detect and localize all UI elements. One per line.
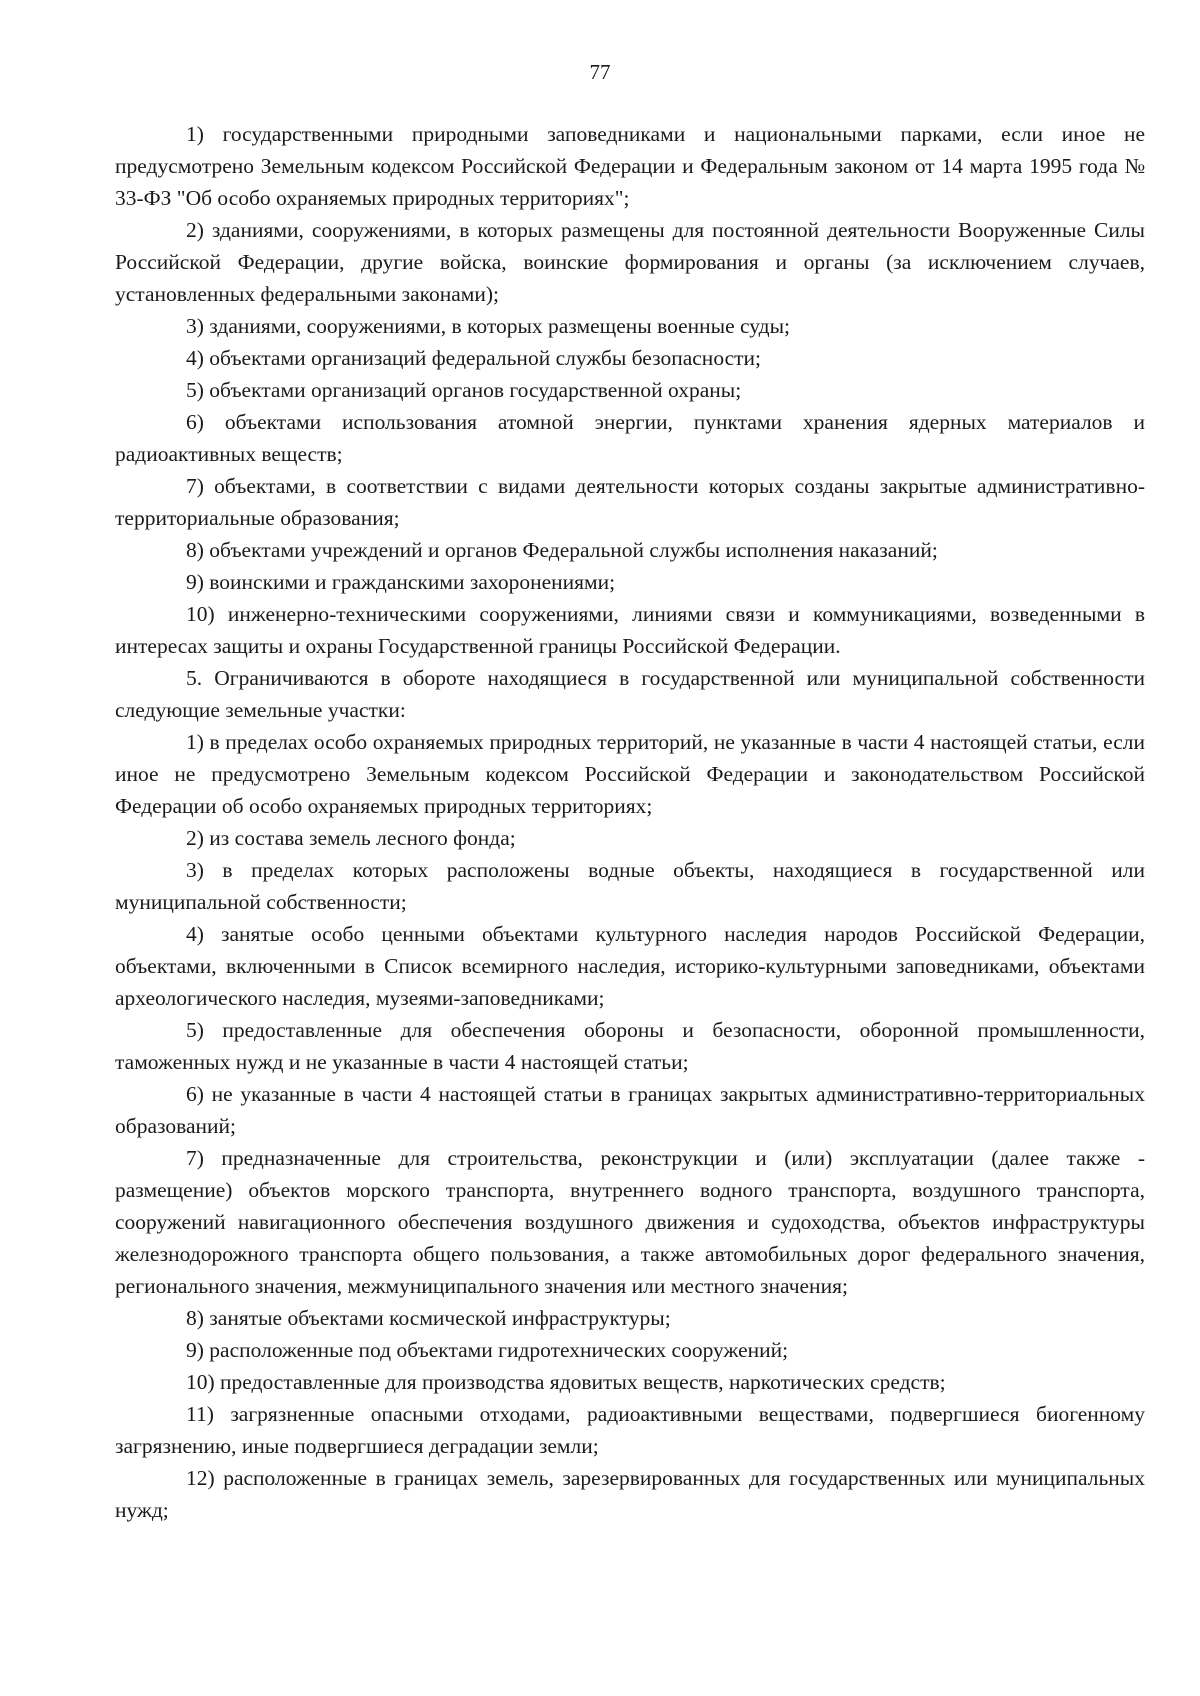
paragraph: 3) зданиями, сооружениями, в которых размещены военные суды;: [186, 314, 791, 338]
paragraph: 11) загрязненные опасными отходами, радиоактивными веществами, подвергшиеся биогенному загрязнению, иные подвергшиеся деградации земли;: [115, 1402, 1145, 1458]
paragraph: 2) зданиями, сооружениями, в которых размещены для постоянной деятельности Вооруженные Силы Российской Федерации, другие войска, воинские формирования и органы (за исключением случаев, установленных федеральными законами);: [115, 218, 1145, 306]
paragraph: 9) расположенные под объектами гидротехнических сооружений;: [186, 1338, 789, 1362]
paragraph: 6) объектами использования атомной энергии, пунктами хранения ядерных материалов и радиоактивных веществ;: [115, 410, 1145, 466]
paragraph: 8) занятые объектами космической инфраструктуры;: [186, 1306, 671, 1330]
paragraph: 1) государственными природными заповедниками и национальными парками, если иное не предусмотрено Земельным кодексом Российской Федерации и Федеральным законом от 14 марта 1995 года № 33-ФЗ "Об особо охраняемых природных территориях";: [115, 122, 1145, 210]
paragraph: 2) из состава земель лесного фонда;: [186, 826, 516, 850]
paragraph: 5. Ограничиваются в обороте находящиеся в государственной или муниципальной собственности следующие земельные участки:: [115, 666, 1145, 722]
paragraph: 7) предназначенные для строительства, реконструкции и (или) эксплуатации (далее также - размещение) объектов морского транспорта, внутреннего водного транспорта, воздушного транспорта, сооружений навигационного обеспечения воздушного движения и судоходства, объектов инфраструктуры железнодорожного транспорта общего пользования, а также автомобильных дорог федерального значения, регионального значения, межмуниципального значения или местного значения;: [115, 1146, 1145, 1298]
document-body: [115, 118, 1145, 1526]
paragraph: 6) не указанные в части 4 настоящей статьи в границах закрытых административно-территориальных образований;: [115, 1082, 1145, 1138]
paragraph: 10) инженерно-техническими сооружениями, линиями связи и коммуникациями, возведенными в интересах защиты и охраны Государственной границы Российской Федерации.: [115, 602, 1145, 658]
paragraph: 1) в пределах особо охраняемых природных территорий, не указанные в части 4 настоящей статьи, если иное не предусмотрено Земельным кодексом Российской Федерации и законодательством Российской Федерации об особо охраняемых природных территориях;: [115, 730, 1145, 818]
page-number: 77: [589, 60, 611, 84]
paragraph: 12) расположенные в границах земель, зарезервированных для государственных или муниципальных нужд;: [115, 1466, 1145, 1522]
paragraph: 3) в пределах которых расположены водные объекты, находящиеся в государственной или муниципальной собственности;: [115, 858, 1145, 914]
paragraph: 5) предоставленные для обеспечения обороны и безопасности, оборонной промышленности, таможенных нужд и не указанные в части 4 настоящей статьи;: [115, 1018, 1145, 1074]
paragraph: 8) объектами учреждений и органов Федеральной службы исполнения наказаний;: [186, 538, 938, 562]
paragraph: 4) занятые особо ценными объектами культурного наследия народов Российской Федерации, объектами, включенными в Список всемирного наследия, историко-культурными заповедниками, объектами археологического наследия, музеями-заповедниками;: [115, 922, 1145, 1010]
paragraph: 5) объектами организаций органов государственной охраны;: [186, 378, 742, 402]
paragraph: 4) объектами организаций федеральной службы безопасности;: [186, 346, 762, 370]
paragraph: 7) объектами, в соответствии с видами деятельности которых созданы закрытые административно-территориальные образования;: [115, 474, 1145, 530]
paragraph: 9) воинскими и гражданскими захоронениями;: [186, 570, 616, 594]
paragraph: 10) предоставленные для производства ядовитых веществ, наркотических средств;: [186, 1370, 946, 1394]
